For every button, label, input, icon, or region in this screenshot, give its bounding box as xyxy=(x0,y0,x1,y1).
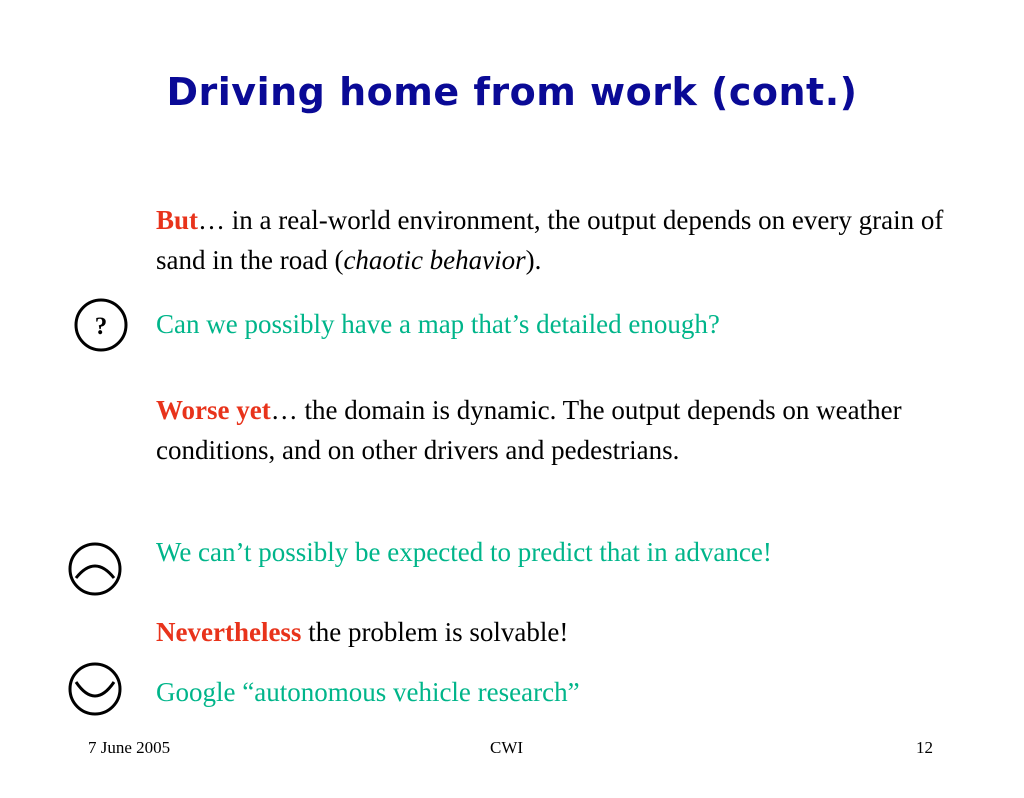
question-line: Can we possibly have a map that’s detailed enough? xyxy=(156,309,720,339)
question-mark-glyph: ? xyxy=(94,313,108,340)
footer-date: 7 June 2005 xyxy=(88,738,171,757)
emphasis-but: But xyxy=(156,205,199,235)
footer-page-number: 12 xyxy=(916,738,933,757)
complaint-line: We can’t possibly be expected to predict that in advance! xyxy=(156,537,772,567)
emphasis-worse-yet: Worse yet xyxy=(156,395,271,425)
paragraph-nevertheless-text: the problem is solvable! xyxy=(301,617,569,647)
paragraph-worse-yet-text: … the domain is dynamic. The output depends on weather conditions, and on other drivers and pedestrians. xyxy=(156,395,902,465)
question-circle-icon xyxy=(72,296,130,354)
frown-face-icon xyxy=(66,540,124,598)
emphasis-nevertheless: Nevertheless xyxy=(156,617,302,647)
slide-title: Driving home from work (cont.) xyxy=(166,70,858,114)
paragraph-nevertheless xyxy=(156,612,956,652)
paragraph-but xyxy=(156,200,956,280)
paragraph-but-end: ). xyxy=(525,245,542,275)
answer-line: Google “autonomous vehicle research” xyxy=(156,677,580,707)
paragraph-but-text: … in a real-world environment, the output depends on every grain of sand in the road ( xyxy=(156,205,944,275)
italic-term: chaotic behavior xyxy=(343,245,526,275)
paragraph-worse-yet xyxy=(156,390,956,470)
footer-center: CWI xyxy=(490,738,524,757)
smile-face-icon xyxy=(66,660,124,718)
